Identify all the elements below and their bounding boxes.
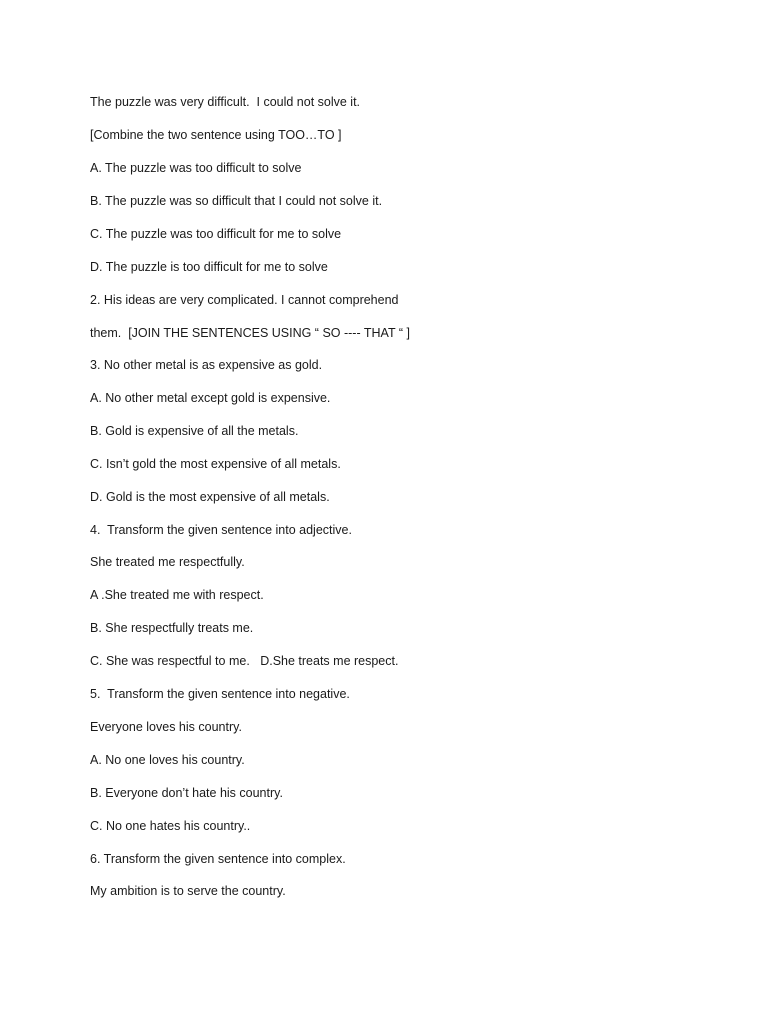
question-4-text: 4. Transform the given sentence into adjective. xyxy=(90,523,352,537)
question-5-option-c: C. No one hates his country.. xyxy=(90,819,251,833)
question-1-option-a: A. The puzzle was too difficult to solve xyxy=(90,161,302,175)
question-3-text: 3. No other metal is as expensive as gold. xyxy=(90,358,323,372)
question-2-text: 2. His ideas are very complicated. I cannot comprehend xyxy=(90,293,399,307)
question-3-option-d: D. Gold is the most expensive of all metals. xyxy=(90,490,330,504)
question-3-option-a: A. No other metal except gold is expensive. xyxy=(90,391,331,405)
question-1-option-d: D. The puzzle is too difficult for me to solve xyxy=(90,260,328,274)
question-4-sentence: She treated me respectfully. xyxy=(90,555,245,569)
question-6-sentence: My ambition is to serve the country. xyxy=(90,884,286,898)
question-1-text: The puzzle was very difficult. I could not solve it. xyxy=(90,95,361,109)
question-1-option-c: C. The puzzle was too difficult for me to solve xyxy=(90,227,342,241)
question-4-option-b: B. She respectfully treats me. xyxy=(90,621,254,635)
question-1-instruction: [Combine the two sentence using TOO…TO ] xyxy=(90,128,342,142)
question-3-option-c: C. Isn’t gold the most expensive of all metals. xyxy=(90,457,341,471)
question-1-option-b: B. The puzzle was so difficult that I could not solve it. xyxy=(90,194,383,208)
question-5-option-a: A. No one loves his country. xyxy=(90,753,245,767)
question-5-sentence: Everyone loves his country. xyxy=(90,720,242,734)
question-4-option-c-d: C. She was respectful to me. D.She treats me respect. xyxy=(90,654,399,668)
question-2-instruction: them. [JOIN THE SENTENCES USING “ SO ---- THAT “ ] xyxy=(90,326,410,340)
question-5-option-b: B. Everyone don’t hate his country. xyxy=(90,786,283,800)
question-4-option-a: A .She treated me with respect. xyxy=(90,588,264,602)
question-6-text: 6. Transform the given sentence into complex. xyxy=(90,852,346,866)
question-5-text: 5. Transform the given sentence into negative. xyxy=(90,687,350,701)
question-3-option-b: B. Gold is expensive of all the metals. xyxy=(90,424,299,438)
